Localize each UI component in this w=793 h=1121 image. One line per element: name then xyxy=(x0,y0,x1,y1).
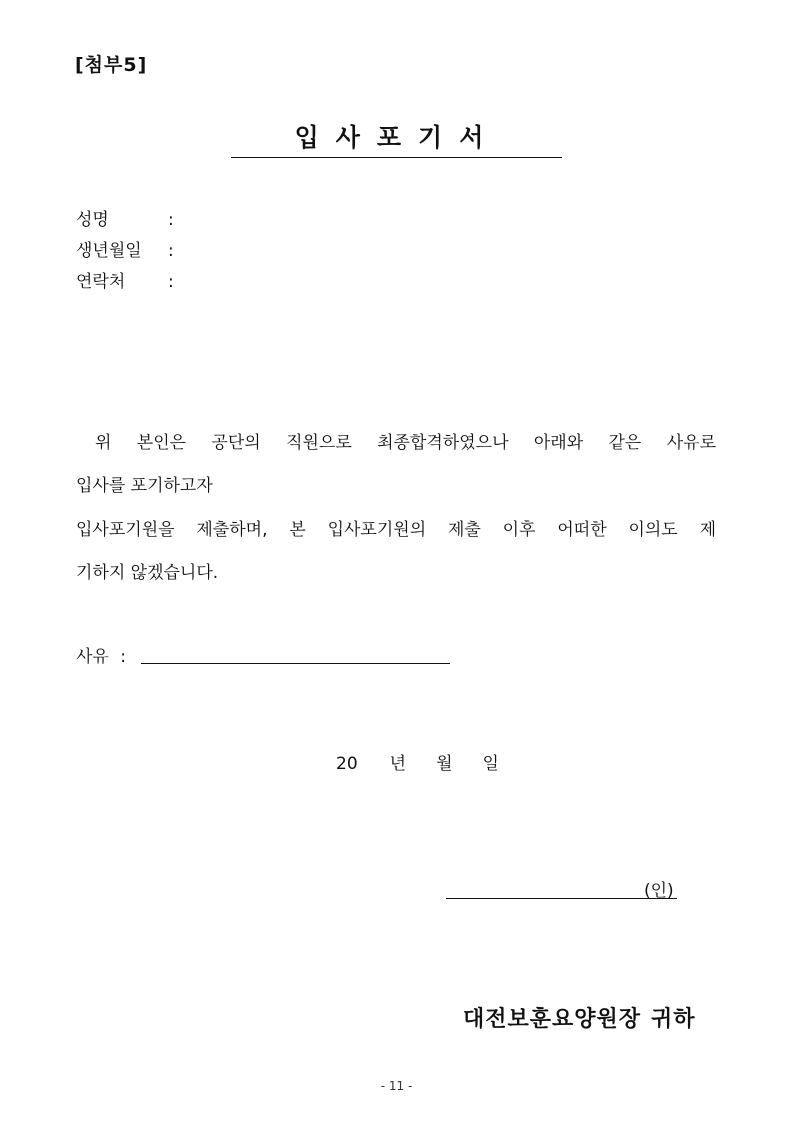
document-title: 입사포기서 xyxy=(294,123,501,152)
body-line-4: 기하지 않겠습니다. xyxy=(76,563,219,583)
date-day-unit: 일 xyxy=(482,754,499,774)
field-contact xyxy=(76,267,174,292)
field-contact-label: 연락처 xyxy=(76,272,126,292)
page-number: - 11 - xyxy=(380,1079,413,1093)
body-line-2: 입사를 포기하고자 xyxy=(76,476,213,496)
field-name xyxy=(76,205,174,230)
date-year: 20 xyxy=(336,754,358,774)
title-underline xyxy=(231,157,562,158)
reason-label: 사유 : xyxy=(76,647,126,667)
recipient xyxy=(463,1002,696,1033)
date-year-unit: 년 xyxy=(389,754,407,774)
date-line xyxy=(336,749,499,774)
body-line-3: 입사포기원을 제출하며, 본 입사포기원의 제출 이후 어떠한 이의도 제 xyxy=(76,520,716,540)
body-line-1: 위 본인은 공단의 직원으로 최종합격하였으나 아래와 같은 사유로 xyxy=(95,433,716,453)
field-birthdate-colon: : xyxy=(168,241,174,261)
seal-mark: (인) xyxy=(644,881,674,901)
reason-input-line[interactable] xyxy=(141,663,450,664)
recipient-suffix: 귀하 xyxy=(651,1007,696,1032)
field-birthdate xyxy=(76,236,174,261)
date-month-unit: 월 xyxy=(436,754,453,774)
field-contact-colon: : xyxy=(168,272,174,292)
signature-line[interactable] xyxy=(446,898,677,899)
field-name-label: 성명 xyxy=(76,210,109,230)
field-birthdate-label: 생년월일 xyxy=(76,241,142,261)
attachment-label: [첨부5] xyxy=(75,54,148,76)
recipient-name: 대전보훈요양원장 xyxy=(463,1007,642,1032)
field-name-colon: : xyxy=(168,210,174,230)
